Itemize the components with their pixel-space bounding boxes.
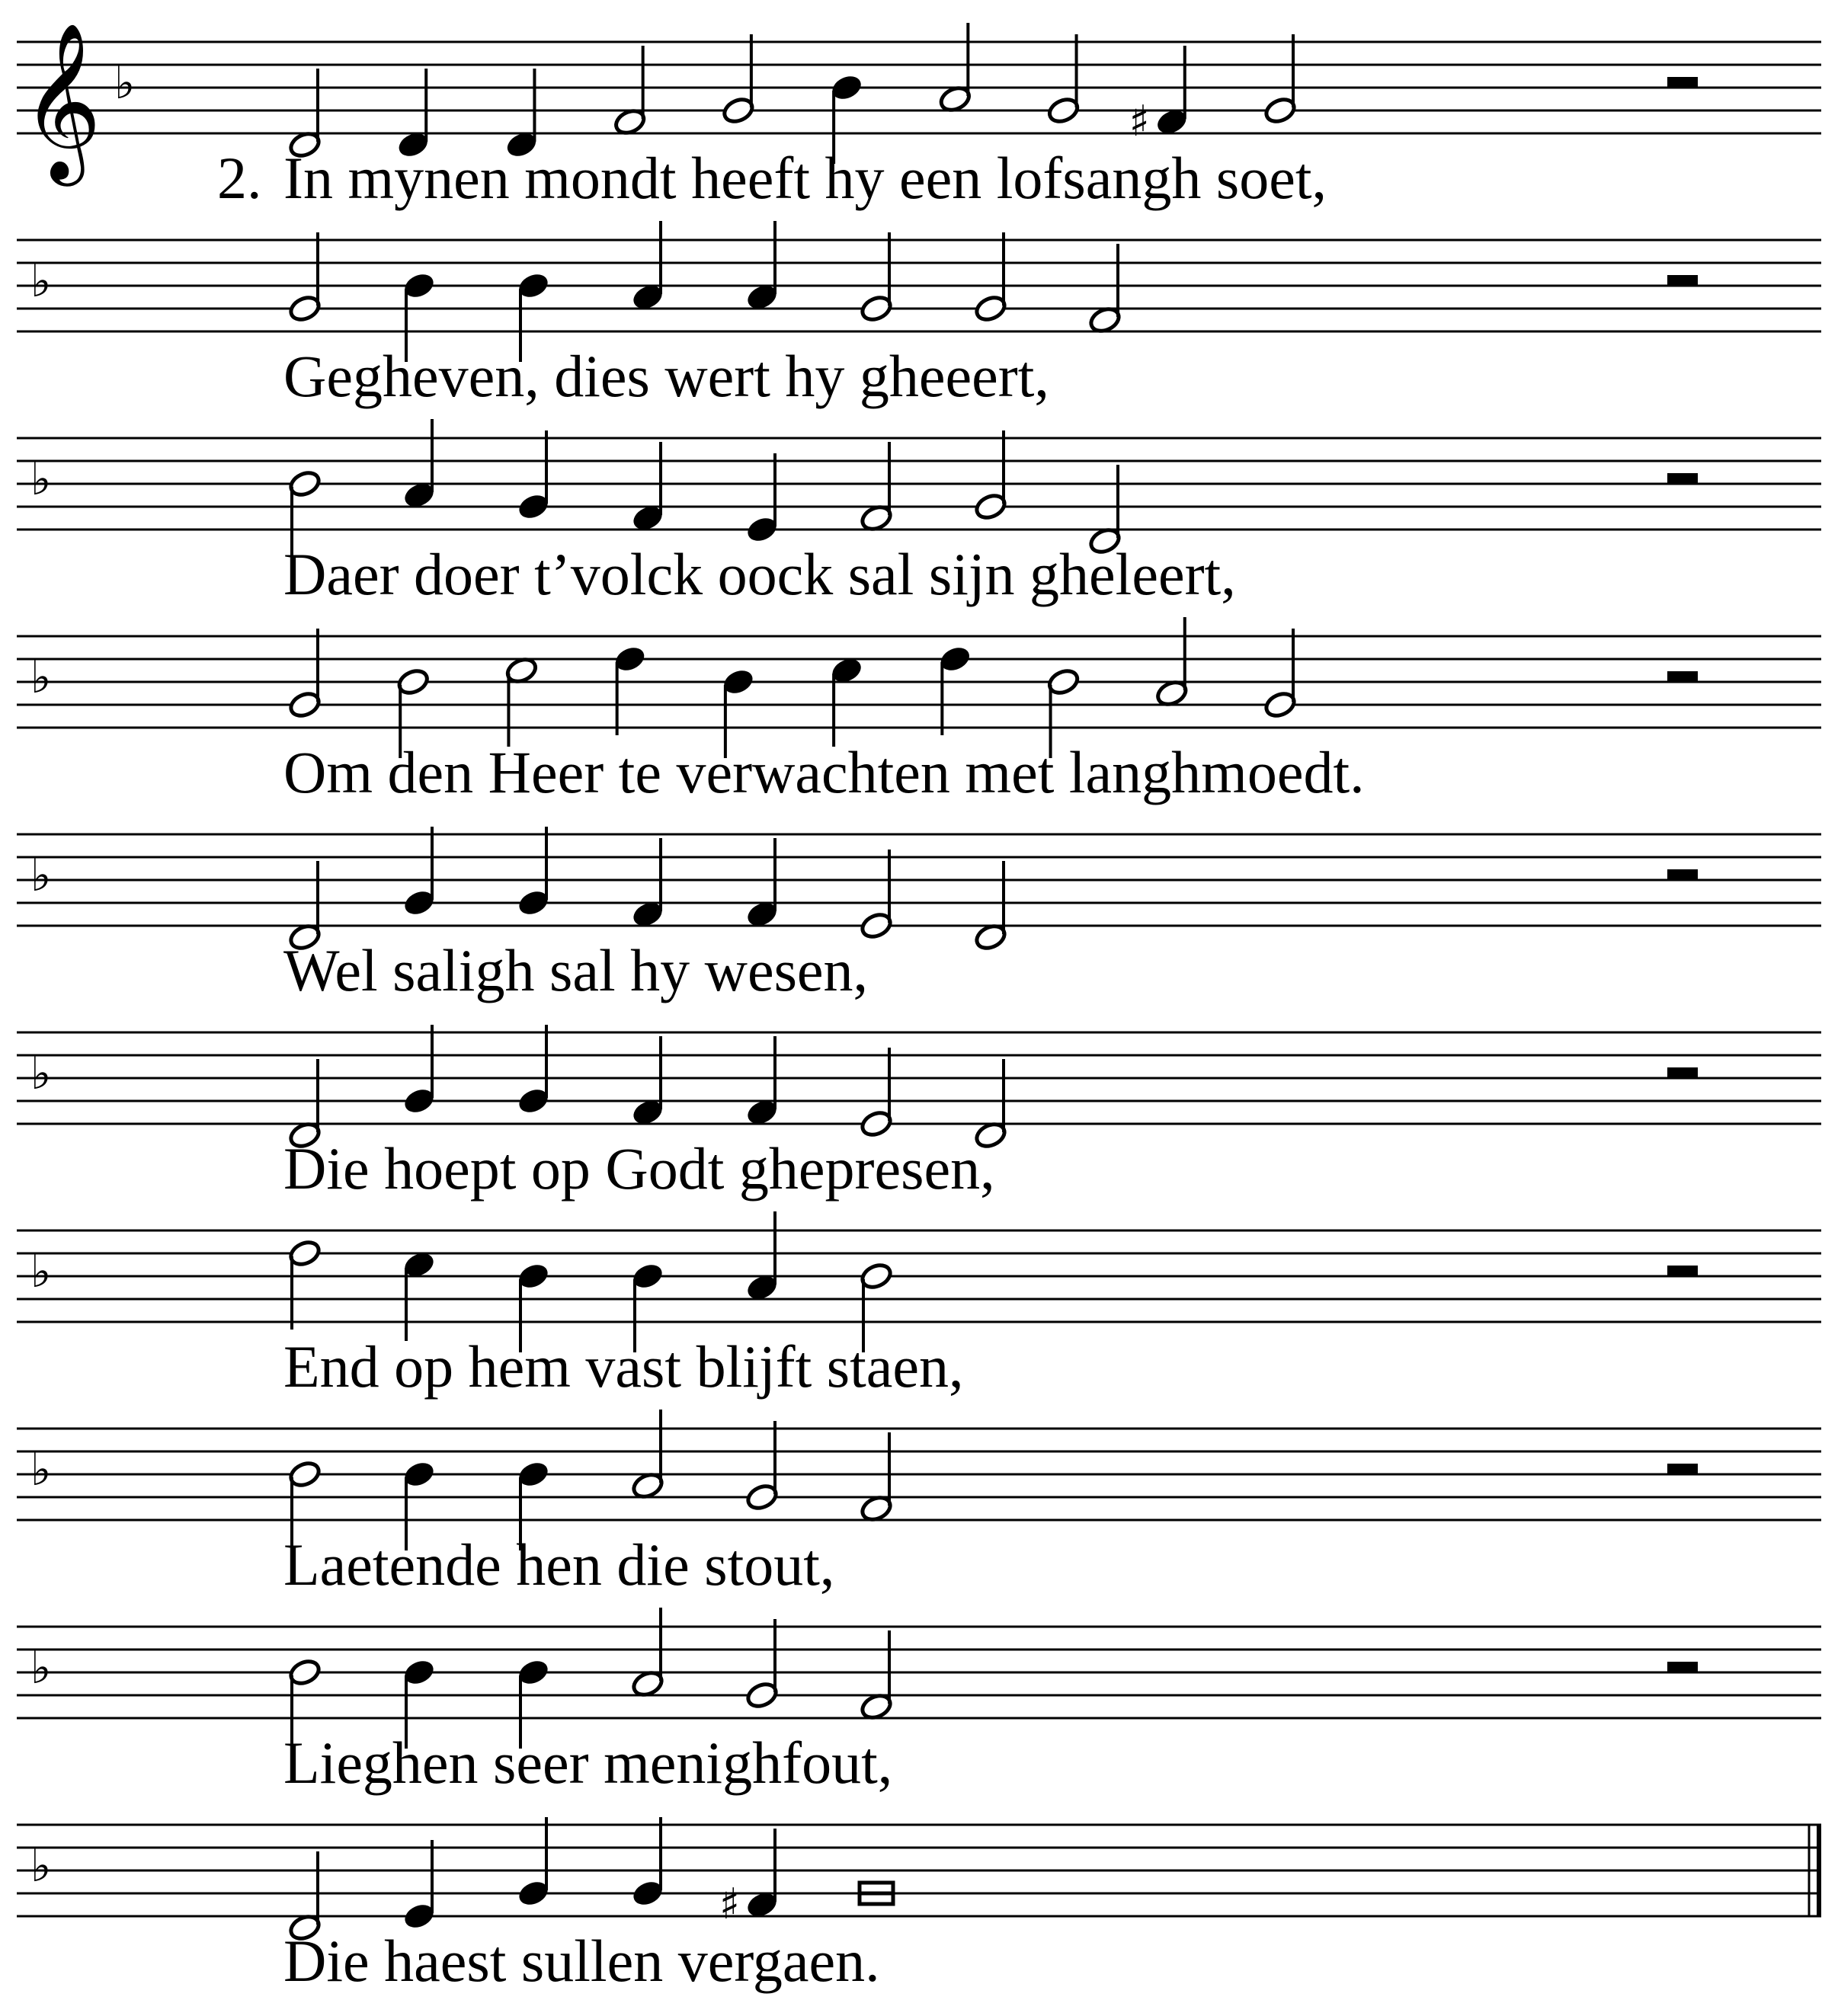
half-rest-icon: [1667, 275, 1698, 286]
key-signature-flat-icon: ♭: [30, 1642, 52, 1694]
stanza-number: 2.: [217, 145, 262, 211]
lyric-line: Gegheven, dies wert hy gheeert,: [283, 343, 1049, 409]
staff-system: [17, 21, 1821, 211]
note: [938, 23, 972, 114]
note: [516, 827, 550, 918]
score-systems: [17, 21, 1821, 1994]
half-rest-icon: [1667, 1266, 1698, 1276]
note: [1263, 34, 1297, 126]
note: [721, 34, 755, 126]
key-signature-flat-icon: ♭: [30, 850, 52, 901]
note: [630, 1410, 664, 1501]
note: [402, 1840, 436, 1931]
note: [973, 232, 1007, 324]
staff-system: [17, 1025, 1821, 1202]
note: [859, 1432, 893, 1524]
half-rest-icon: [1667, 671, 1698, 682]
lyric-line: End op hem vast blijft staen,: [283, 1333, 964, 1400]
lyric-line: Die hoept op Godt ghepresen,: [283, 1135, 995, 1202]
staff-system: [17, 1817, 1821, 1994]
lyric-line: Lieghen seer menighfout,: [283, 1730, 893, 1796]
note: [973, 430, 1007, 522]
note: [630, 1817, 664, 1909]
lyric-line: In mynen mondt heeft hy een lofsangh soet,: [283, 145, 1327, 211]
half-rest-icon: [1667, 77, 1698, 88]
staff-system: [17, 221, 1821, 409]
note: [744, 1619, 779, 1710]
note: [744, 221, 779, 312]
lyric-line: Daer doer t’volck oock sal sijn gheleert,: [283, 541, 1236, 607]
key-signature-flat-icon: ♭: [114, 57, 136, 109]
note: [504, 655, 539, 747]
note: [860, 1883, 893, 1904]
note: [1087, 244, 1122, 335]
treble-clef-icon: 𝄞: [21, 21, 102, 179]
note: [744, 1211, 779, 1303]
key-signature-flat-icon: ♭: [30, 651, 52, 703]
note: [630, 838, 664, 930]
note: [402, 419, 436, 510]
key-signature-flat-icon: ♭: [30, 1048, 52, 1099]
note: [613, 46, 647, 137]
sharp-icon: ♯: [1129, 97, 1150, 146]
note: [859, 232, 893, 324]
sharp-icon: ♯: [719, 1880, 741, 1929]
half-rest-icon: [1667, 473, 1698, 484]
note: [859, 1048, 893, 1139]
lyric-line: Laetende hen die stout,: [283, 1531, 835, 1598]
note: [1263, 629, 1297, 720]
note: [859, 442, 893, 533]
half-rest-icon: [1667, 1067, 1698, 1078]
note: [1154, 617, 1189, 709]
note: [287, 1238, 322, 1330]
note: [402, 1250, 436, 1341]
key-signature-flat-icon: ♭: [30, 1444, 52, 1496]
note: [973, 861, 1007, 952]
note: [402, 1025, 436, 1116]
half-rest-icon: [1667, 869, 1698, 880]
note: [516, 1025, 550, 1116]
note: [859, 850, 893, 941]
note: [744, 838, 779, 930]
key-signature-flat-icon: ♭: [30, 1246, 52, 1298]
lyric-line: Om den Heer te verwachten met langhmoedt.: [283, 739, 1365, 805]
half-rest-icon: [1667, 1662, 1698, 1672]
note: [287, 629, 322, 720]
staff-system: [17, 617, 1821, 805]
note: [938, 644, 972, 735]
note: [402, 827, 436, 918]
note: [744, 1036, 779, 1128]
note: [859, 1630, 893, 1722]
note: [1046, 34, 1081, 126]
staff-system: [17, 1211, 1821, 1400]
key-signature-flat-icon: ♭: [30, 453, 52, 505]
lyric-line: Die haest sullen vergaen.: [283, 1928, 880, 1994]
half-rest-icon: [1667, 1464, 1698, 1474]
note: [719, 1829, 780, 1929]
note: [516, 430, 550, 522]
note: [613, 644, 647, 735]
staff-system: [17, 1410, 1821, 1598]
note: [630, 442, 664, 533]
note: [744, 453, 779, 545]
note: [744, 1421, 779, 1512]
note: [829, 655, 863, 747]
note: [1129, 46, 1190, 146]
note: [287, 232, 322, 324]
note: [630, 1608, 664, 1699]
staff-system: [17, 419, 1821, 607]
key-signature-flat-icon: ♭: [30, 1840, 52, 1892]
note: [630, 221, 664, 312]
staff-system: [17, 1608, 1821, 1796]
staff-system: [17, 827, 1821, 1003]
note: [630, 1036, 664, 1128]
note: [516, 1817, 550, 1909]
key-signature-flat-icon: ♭: [30, 255, 52, 307]
lyric-line: Wel saligh sal hy wesen,: [283, 937, 869, 1003]
